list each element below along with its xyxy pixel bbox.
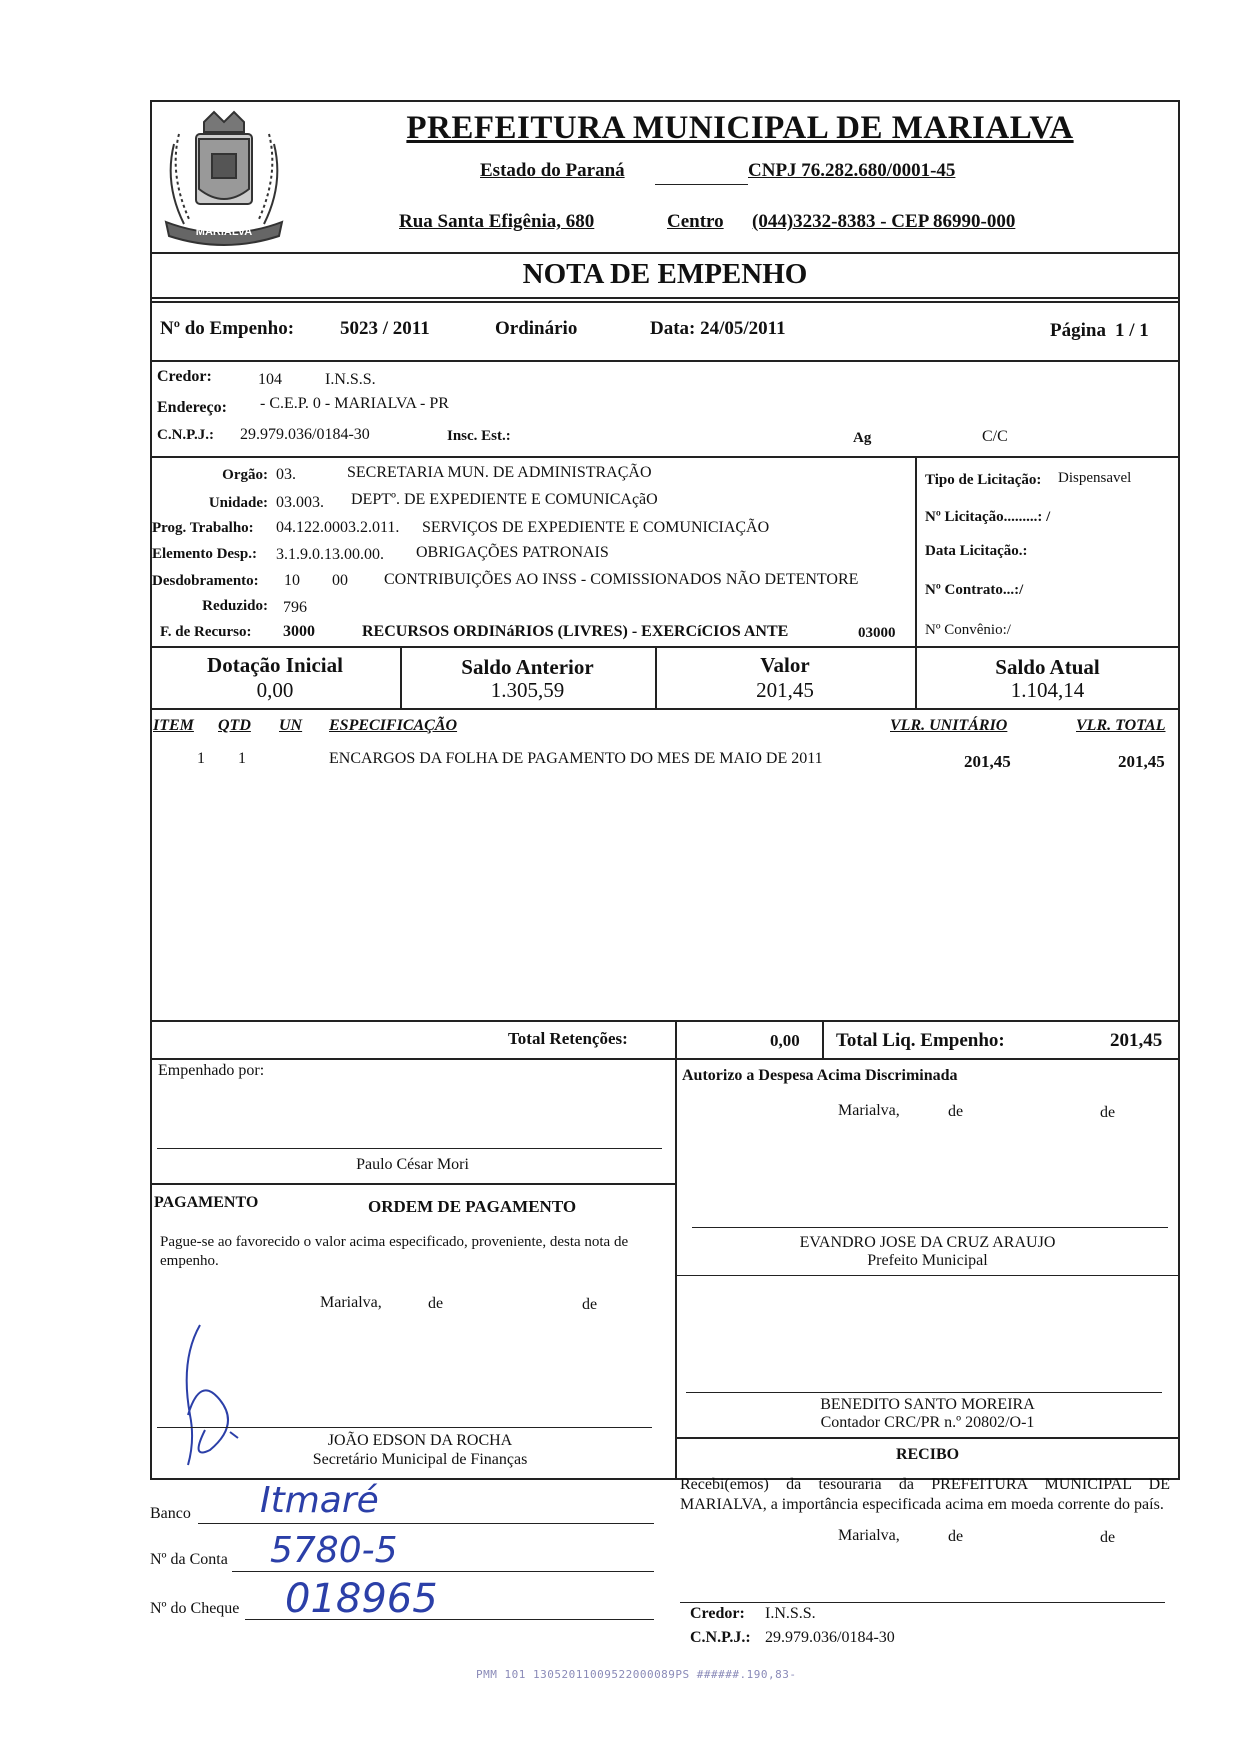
pagamento-de-1: de bbox=[428, 1295, 444, 1312]
cheque-label: Nº do Cheque bbox=[150, 1600, 240, 1617]
autorizo-label: Autorizo a Despesa Acima Discriminada bbox=[682, 1067, 958, 1084]
total-retencoes-value: 0,00 bbox=[770, 1031, 800, 1050]
col-header-qtd: QTD bbox=[218, 717, 251, 734]
tipo-licitacao-value: Dispensavel bbox=[1058, 470, 1132, 486]
address-value: - C.E.P. 0 - MARIALVA - PR bbox=[260, 395, 449, 412]
phone-cep-label: (044)3232-8383 - CEP 86990-000 bbox=[752, 211, 1016, 232]
page-label: Página bbox=[1050, 320, 1106, 341]
recibo-credor-label: Credor: bbox=[690, 1605, 745, 1622]
recibo-city: Marialva, bbox=[838, 1527, 900, 1544]
ordem-pagamento-label: ORDEM DE PAGAMENTO bbox=[368, 1197, 577, 1216]
cnpj-header: CNPJ 76.282.680/0001-45 bbox=[748, 160, 956, 181]
col-header-spec: ESPECIFICAÇÃO bbox=[329, 717, 458, 734]
orgao-label: Orgão: bbox=[222, 467, 268, 483]
mayor-name: EVANDRO JOSE DA CRUZ ARAUJO bbox=[799, 1234, 1056, 1251]
secretary-title: Secretário Municipal de Finanças bbox=[312, 1451, 528, 1468]
district-label: Centro bbox=[667, 211, 724, 232]
banco-label: Banco bbox=[150, 1505, 191, 1522]
cc-label: C/C bbox=[982, 428, 1008, 445]
unidade-label: Unidade: bbox=[208, 495, 268, 511]
banco-handwritten: Itmaré bbox=[260, 1480, 379, 1521]
item-unit-value: 201,45 bbox=[964, 752, 1011, 771]
cheque-handwritten: 018965 bbox=[285, 1576, 438, 1622]
valor-value: 201,45 bbox=[756, 678, 814, 702]
autorizo-city: Marialva, bbox=[838, 1102, 900, 1119]
unidade-value: DEPTº. DE EXPEDIENTE E COMUNICAçãO bbox=[351, 491, 658, 508]
recurso-code: 3000 bbox=[283, 623, 315, 640]
autorizo-de-2: de bbox=[1100, 1104, 1116, 1121]
elemento-label: Elemento Desp.: bbox=[152, 546, 257, 562]
page-title: PREFEITURA MUNICIPAL DE MARIALVA bbox=[406, 110, 1074, 146]
recibo-text: Recebi(emos) da tesouraria da PREFEITURA MUNICIPAL DE MARIALVA, a importância especificada acima em moeda corrente do país. bbox=[680, 1476, 1170, 1513]
col-header-total-value: VLR. TOTAL bbox=[1076, 717, 1166, 734]
empenho-number: 5023 / 2011 bbox=[340, 318, 430, 339]
saldo-atual-value: 1.104,14 bbox=[1010, 678, 1085, 702]
prog-label: Prog. Trabalho: bbox=[152, 520, 254, 536]
saldo-atual-label: Saldo Atual bbox=[995, 655, 1100, 679]
desdobramento-code-2: 00 bbox=[332, 572, 348, 589]
empenho-type: Ordinário bbox=[495, 318, 578, 339]
recibo-cnpj-label: C.N.P.J.: bbox=[690, 1629, 751, 1646]
accountant-name: BENEDITO SANTO MOREIRA bbox=[820, 1396, 1035, 1413]
col-header-un: UN bbox=[279, 717, 303, 734]
item-qtd: 1 bbox=[238, 750, 246, 767]
accountant-title: Contador CRC/PR n.º 20802/O-1 bbox=[820, 1414, 1035, 1431]
orgao-code: 03. bbox=[276, 466, 296, 483]
autorizo-de-1: de bbox=[948, 1103, 964, 1120]
licitacao-number: Nº Licitação.........: / bbox=[925, 509, 1051, 525]
item-spec: ENCARGOS DA FOLHA DE PAGAMENTO DO MES DE MAIO DE 2011 bbox=[329, 750, 823, 767]
licitacao-date: Data Licitação.: bbox=[925, 543, 1028, 559]
ag-label: Ag bbox=[853, 430, 872, 446]
pagamento-label: PAGAMENTO bbox=[154, 1194, 259, 1211]
prog-code: 04.122.0003.2.011. bbox=[276, 519, 400, 536]
elemento-value: OBRIGAÇÕES PATRONAIS bbox=[416, 544, 609, 561]
svg-text:MARIALVA: MARIALVA bbox=[195, 226, 253, 238]
reduzido-value: 796 bbox=[283, 599, 307, 616]
unidade-code: 03.003. bbox=[276, 494, 324, 511]
page-number: 1 / 1 bbox=[1115, 320, 1149, 341]
convenio-number: Nº Convênio:/ bbox=[925, 622, 1011, 638]
prog-value: SERVIÇOS DE EXPEDIENTE E COMUNICIAÇÃO bbox=[422, 519, 770, 536]
recurso-ref: 03000 bbox=[858, 625, 896, 641]
total-liquido-label: Total Liq. Empenho: bbox=[836, 1030, 1005, 1051]
cnpj-label: C.N.P.J.: bbox=[157, 427, 214, 443]
credor-code: 104 bbox=[258, 371, 282, 388]
document-title: NOTA DE EMPENHO bbox=[522, 258, 808, 290]
elemento-code: 3.1.9.0.13.00.00. bbox=[276, 546, 384, 563]
valor-label: Valor bbox=[760, 653, 810, 677]
desdobramento-value: CONTRIBUIÇÕES AO INSS - COMISSIONADOS NÃO DETENTORE bbox=[384, 571, 859, 588]
pagamento-de-2: de bbox=[582, 1296, 598, 1313]
recibo-de-1: de bbox=[948, 1528, 964, 1545]
saldo-anterior-label: Saldo Anterior bbox=[461, 655, 594, 679]
empenhado-por-label: Empenhado por: bbox=[158, 1062, 265, 1079]
dotacao-label: Dotação Inicial bbox=[207, 653, 343, 677]
insc-est-label: Insc. Est.: bbox=[447, 428, 511, 444]
recurso-label: F. de Recurso: bbox=[160, 624, 252, 640]
saldo-anterior-value: 1.305,59 bbox=[490, 678, 565, 702]
tipo-licitacao-label: Tipo de Licitação: bbox=[925, 472, 1042, 488]
item-total-value: 201,45 bbox=[1118, 752, 1165, 771]
recibo-cnpj-value: 29.979.036/0184-30 bbox=[765, 1629, 895, 1646]
street-label: Rua Santa Efigênia, 680 bbox=[399, 211, 595, 232]
conta-label: Nº da Conta bbox=[150, 1551, 228, 1568]
total-retencoes-label: Total Retenções: bbox=[508, 1029, 628, 1048]
recibo-title: RECIBO bbox=[895, 1446, 960, 1463]
state-label: Estado do Paraná bbox=[480, 160, 625, 181]
address-label: Endereço: bbox=[157, 399, 227, 416]
empenho-date: Data: 24/05/2011 bbox=[650, 318, 786, 339]
conta-handwritten: 5780-5 bbox=[270, 1530, 398, 1571]
mayor-title: Prefeito Municipal bbox=[867, 1252, 988, 1269]
recibo-credor-value: I.N.S.S. bbox=[765, 1605, 816, 1622]
coat-of-arms-seal bbox=[154, 104, 294, 252]
contrato-number: Nº Contrato...:/ bbox=[925, 582, 1024, 598]
mechanical-stamp: PMM 101 13052011009522000089PS ######.190,83- bbox=[476, 1668, 797, 1681]
orgao-value: SECRETARIA MUN. DE ADMINISTRAÇÃO bbox=[347, 464, 652, 481]
total-liquido-value: 201,45 bbox=[1110, 1030, 1163, 1051]
empenhado-por-name: Paulo César Mori bbox=[356, 1156, 469, 1173]
reduzido-label: Reduzido: bbox=[202, 598, 268, 614]
dotacao-value: 0,00 bbox=[256, 678, 294, 702]
cnpj-value: 29.979.036/0184-30 bbox=[240, 426, 370, 443]
credor-label: Credor: bbox=[157, 368, 212, 385]
pagamento-city: Marialva, bbox=[320, 1294, 382, 1311]
credor-name: I.N.S.S. bbox=[325, 371, 376, 388]
col-header-item: ITEM bbox=[153, 717, 194, 734]
col-header-unit-value: VLR. UNITÁRIO bbox=[890, 717, 1008, 734]
secretary-name: JOÃO EDSON DA ROCHA bbox=[327, 1432, 513, 1449]
desdobramento-code-1: 10 bbox=[284, 572, 300, 589]
empenho-number-label: Nº do Empenho: bbox=[160, 318, 295, 339]
recibo-de-2: de bbox=[1100, 1529, 1116, 1546]
desdobramento-label: Desdobramento: bbox=[152, 573, 259, 589]
document-frame bbox=[150, 100, 1180, 1480]
item-number: 1 bbox=[197, 750, 205, 767]
recurso-value: RECURSOS ORDINáRIOS (LIVRES) - EXERCíCIOS ANTE bbox=[362, 623, 789, 640]
ordem-pagamento-text: Pague-se ao favorecido o valor acima especificado, proveniente, desta nota de empenho. bbox=[160, 1234, 629, 1269]
